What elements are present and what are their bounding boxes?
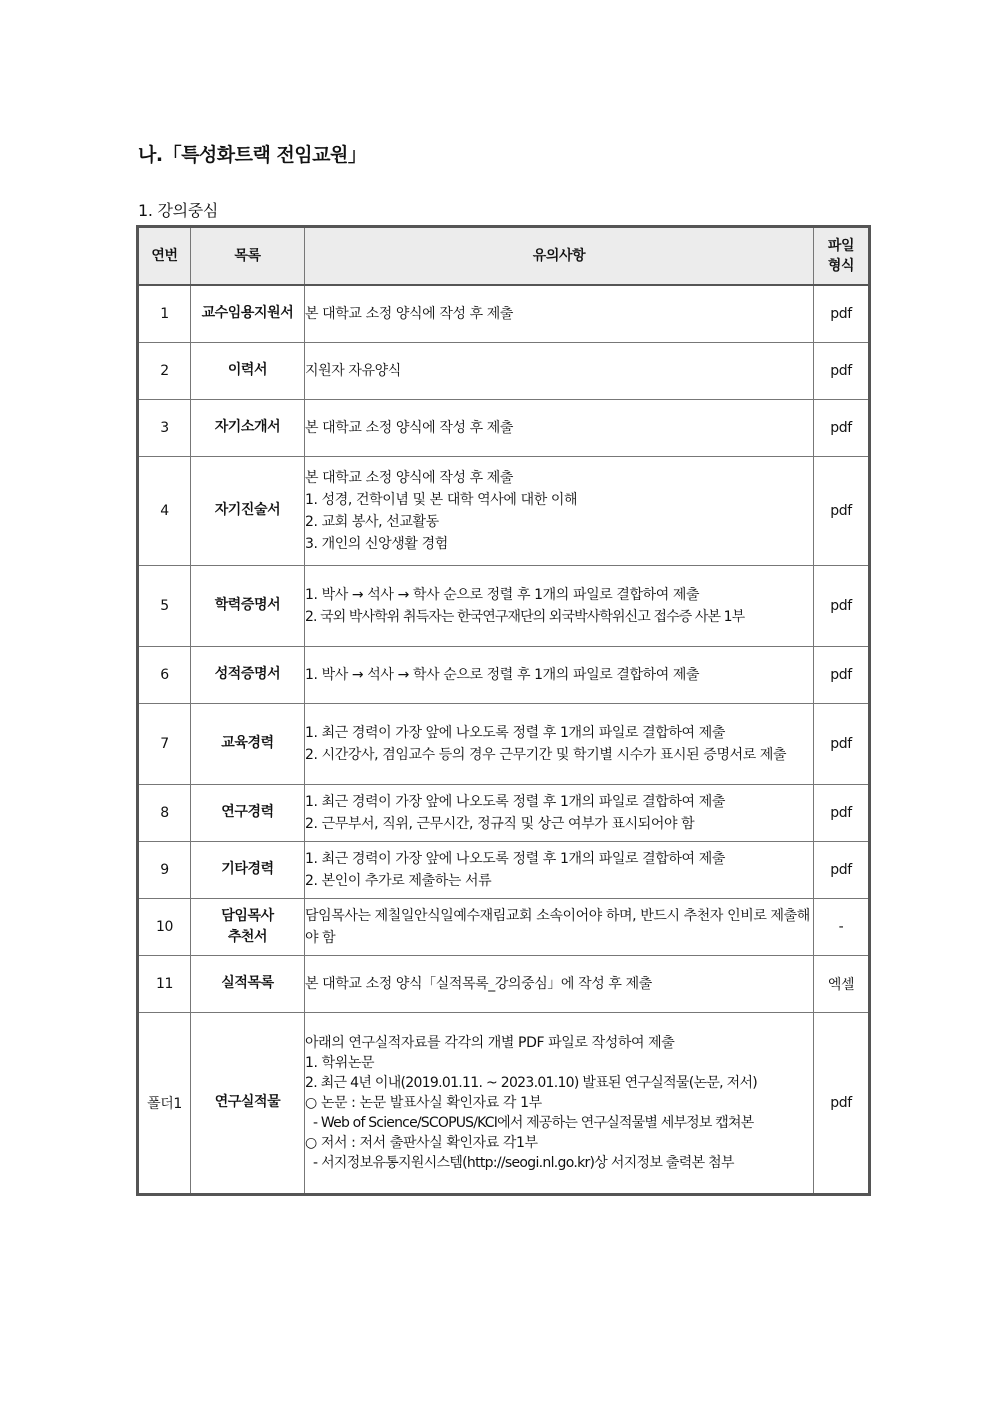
table-row (138, 342, 870, 399)
row-format: pdf (814, 456, 870, 565)
note-line: 1. 최근 경력이 가장 앞에 나오도록 정렬 후 1개의 파일로 결합하여 제출 (305, 724, 725, 741)
note-line: 본 대학교 소정 양식에 작성 후 제출 (305, 469, 514, 486)
row-no: 10 (138, 898, 191, 955)
note-line: 본 대학교 소정 양식에 작성 후 제출 (305, 305, 514, 322)
row-no: 2 (138, 342, 191, 399)
note-line: 2. 근무부서, 직위, 근무시간, 정규직 및 상근 여부가 표시되어야 함 (305, 815, 695, 832)
note-line: 2. 시간강사, 겸임교수 등의 경우 근무기간 및 학기별 시수가 표시된 증명서로 제출 (305, 746, 787, 763)
row-name: 기타경력 (191, 841, 305, 898)
note-line: 2. 최근 4년 이내(2019.01.11. ~ 2023.01.10) 발표된 연구실적물(논문, 저서) (305, 1074, 758, 1091)
row-name: 이력서 (191, 342, 305, 399)
row-format: pdf (814, 646, 870, 703)
header-format-line1: 파일 (827, 238, 855, 254)
row-no: 4 (138, 456, 191, 565)
row-no: 6 (138, 646, 191, 703)
row-format: pdf (814, 399, 870, 456)
note-line: 2. 국외 박사학위 취득자는 한국연구재단의 외국박사학위신고 접수증 사본 1부 (305, 608, 745, 625)
section-title: 나.「특성화트랙 전임교원」 (138, 144, 367, 166)
note-line: - Web of Science/SCOPUS/KCI에서 제공하는 연구실적물별 세부정보 캡쳐본 (313, 1114, 754, 1131)
note-line: ○ 논문 : 논문 발표사실 확인자료 각 1부 (305, 1094, 542, 1111)
row-no: 7 (138, 703, 191, 784)
row-name: 성적증명서 (191, 646, 305, 703)
table-row (138, 703, 870, 784)
row-no: 폴더1 (138, 1012, 191, 1194)
row-notes (305, 342, 814, 399)
note-line: 본 대학교 소정 양식「실적목록_강의중심」에 작성 후 제출 (305, 975, 652, 992)
row-notes (305, 784, 814, 841)
row-format: pdf (814, 841, 870, 898)
note-line: - 서지정보유통지원시스템(http://seogi.nl.go.kr)상 서지정보 출력본 첨부 (313, 1154, 734, 1171)
header-format-line2: 형식 (827, 258, 855, 274)
table-row (138, 955, 870, 1012)
row-notes (305, 456, 814, 565)
row-notes (305, 703, 814, 784)
row-notes (305, 955, 814, 1012)
note-line: 1. 학위논문 (305, 1054, 375, 1071)
row-format: pdf (814, 565, 870, 646)
row-name: 연구실적물 (191, 1012, 305, 1194)
note-line: 아래의 연구실적자료를 각각의 개별 PDF 파일로 작성하여 제출 (305, 1034, 675, 1051)
note-line: ○ 저서 : 저서 출판사실 확인자료 각1부 (305, 1134, 538, 1151)
row-name (191, 898, 305, 955)
row-no: 9 (138, 841, 191, 898)
note-line: 담임목사는 제칠일안식일예수재림교회 소속이어야 하며, 반드시 추천자 인비로 제출해야 함 (305, 907, 810, 946)
row-no: 1 (138, 285, 191, 342)
table-row (138, 784, 870, 841)
table-row (138, 565, 870, 646)
row-format: pdf (814, 285, 870, 342)
row-no: 8 (138, 784, 191, 841)
row-no: 11 (138, 955, 191, 1012)
table-row (138, 456, 870, 565)
row-name: 자기소개서 (191, 399, 305, 456)
row-format: pdf (814, 342, 870, 399)
row-notes (305, 1012, 814, 1194)
header-list: 목록 (191, 227, 305, 286)
sub-title: 1. 강의중심 (138, 201, 219, 220)
row-no: 5 (138, 565, 191, 646)
table-row (138, 898, 870, 955)
header-format (814, 227, 870, 286)
row-name: 학력증명서 (191, 565, 305, 646)
row-name: 실적목록 (191, 955, 305, 1012)
row-name: 교육경력 (191, 703, 305, 784)
note-line: 본 대학교 소정 양식에 작성 후 제출 (305, 419, 514, 436)
note-line: 1. 최근 경력이 가장 앞에 나오도록 정렬 후 1개의 파일로 결합하여 제출 (305, 793, 725, 810)
note-line: 1. 박사 → 석사 → 학사 순으로 정렬 후 1개의 파일로 결합하여 제출 (305, 586, 700, 603)
row-notes (305, 841, 814, 898)
row-notes (305, 285, 814, 342)
row-notes (305, 898, 814, 955)
row-notes (305, 565, 814, 646)
table-row (138, 841, 870, 898)
table-row (138, 646, 870, 703)
document-requirements-table (136, 225, 871, 1196)
header-no: 연번 (138, 227, 191, 286)
row-format: pdf (814, 703, 870, 784)
row-name: 자기진술서 (191, 456, 305, 565)
table-row (138, 399, 870, 456)
row-notes (305, 646, 814, 703)
note-line: 3. 개인의 신앙생활 경험 (305, 535, 448, 552)
row-format: 엑셀 (814, 955, 870, 1012)
note-line: 1. 박사 → 석사 → 학사 순으로 정렬 후 1개의 파일로 결합하여 제출 (305, 666, 700, 683)
note-line: 2. 본인이 추가로 제출하는 서류 (305, 872, 492, 889)
row-name: 교수임용지원서 (191, 285, 305, 342)
table-header-row (138, 227, 870, 286)
row-notes (305, 399, 814, 456)
row-no: 3 (138, 399, 191, 456)
row-format: pdf (814, 784, 870, 841)
table-row (138, 1012, 870, 1194)
table-row (138, 285, 870, 342)
note-line: 지원자 자유양식 (305, 362, 401, 379)
row-format: pdf (814, 1012, 870, 1194)
note-line: 2. 교회 봉사, 선교활동 (305, 513, 439, 530)
row-name: 연구경력 (191, 784, 305, 841)
header-notes: 유의사항 (305, 227, 814, 286)
row-name-line1: 담임목사 (221, 907, 274, 924)
row-name-line2: 추천서 (227, 928, 268, 945)
note-line: 1. 최근 경력이 가장 앞에 나오도록 정렬 후 1개의 파일로 결합하여 제출 (305, 850, 725, 867)
row-format: - (814, 898, 870, 955)
note-line: 1. 성경, 건학이념 및 본 대학 역사에 대한 이해 (305, 491, 578, 508)
